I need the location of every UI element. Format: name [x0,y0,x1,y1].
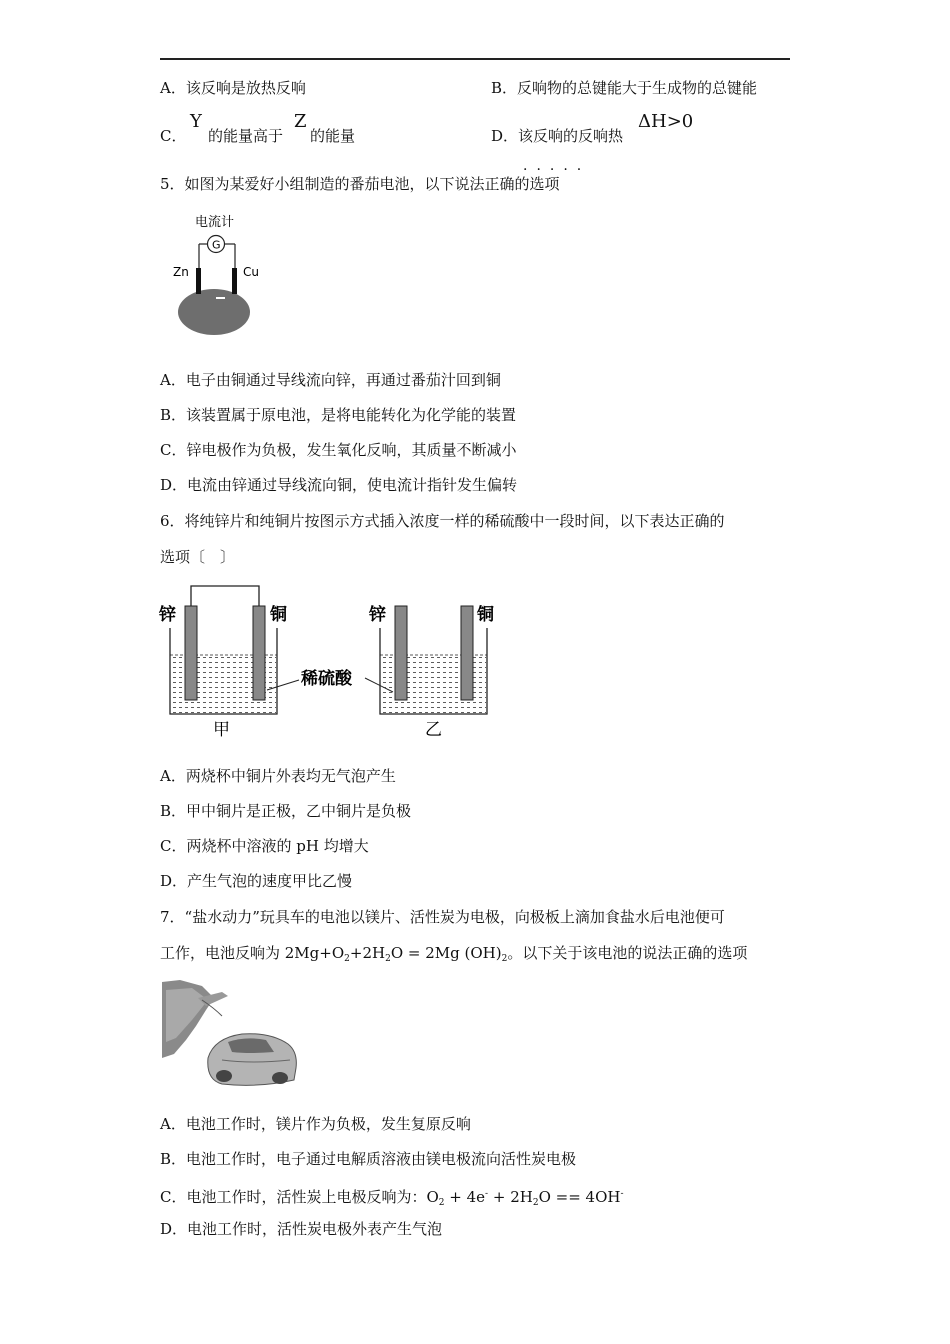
tomato-shape [178,289,250,335]
q6-stem-line1: 6．将纯锌片和纯铜片按图示方式插入浓度一样的稀硫酸中一段时间，以下表达正确的 [160,512,725,530]
q4-c-z: Z [294,111,307,132]
q6-stem-line2: 选项〔 〕 [160,548,236,566]
q7-option-d[interactable]: D．电池工作时，活性炭电极外表产生气泡 [160,1220,443,1238]
q4-c-mid: 的能量高于 [208,127,284,145]
toy-car-photo [162,980,302,1090]
beaker-figure [155,580,505,740]
q4-option-d[interactable]: D．该反响的反响热 [491,127,624,145]
q5-option-b[interactable]: B．该装置属于原电池，是将电能转化为化学能的装置 [160,406,517,424]
q6-option-b[interactable]: B．甲中铜片是正极，乙中铜片是负极 [160,802,412,820]
q6-fig-yi: 乙 [425,720,442,740]
q5-option-c[interactable]: C．锌电极作为负极，发生氧化反响，其质量不断减小 [160,441,517,459]
q4-c-end: 的能量 [310,127,356,145]
q6-option-c[interactable]: C．两烧杯中溶液的 pH 均增大 [160,837,369,855]
zinc-plate-jia [185,606,197,700]
q4-option-a[interactable]: A．该反响是放热反响 [160,79,306,97]
q5-stem: 5．如图为某爱好小组制造的番茄电池，以下说法正确的选项 [160,175,560,193]
copper-plate-jia [253,606,265,700]
q5-option-a[interactable]: A．电子由铜通过导线流向锌，再通过番茄汁回到铜 [160,371,501,389]
q6-fig-zn-yi: 锌 [369,605,386,625]
connecting-wire [191,586,259,606]
copper-plate-yi [461,606,473,700]
q4-option-b[interactable]: B．反响物的总键能大于生成物的总键能 [491,79,758,97]
q5-fig-meter-label: 电流计 [195,215,235,230]
q7-option-b[interactable]: B．电池工作时，电子通过电解质溶液由镁电极流向活性炭电极 [160,1150,577,1168]
q4-option-c[interactable]: C． [160,127,187,145]
q7-option-c[interactable]: C．电池工作时，活性炭上电极反响为：$O_2 + 4e^- + 2H_2O == 4OH^-$ [160,1188,624,1208]
q6-fig-cu-yi: 铜 [477,605,494,625]
header-rule [160,58,790,60]
copper-electrode [232,268,237,294]
q6-fig-cu-jia: 铜 [270,605,287,625]
q6-option-a[interactable]: A．两烧杯中铜片外表均无气泡产生 [160,767,396,785]
q5-emphasis-dots: ····· [523,162,591,178]
zinc-plate-yi [395,606,407,700]
q4-c-y: Y [190,111,202,132]
q6-option-d[interactable]: D．产生气泡的速度甲比乙慢 [160,872,353,890]
q6-fig-jia: 甲 [213,720,230,740]
q5-option-d[interactable]: D．电流由锌通过导线流向铜，使电流计指针发生偏转 [160,476,518,494]
zinc-electrode [196,268,201,294]
q7-stem-line2: 工作，电池反响为 $2Mg+O_2+2H_2O = 2Mg$ $(OH)_2$。以下关于该电池的说法正确的选项 [160,944,748,964]
q5-fig-g: G [212,238,221,252]
q6-fig-acid: 稀硫酸 [301,669,352,689]
q4-d-expr: ΔH>0 [638,111,694,132]
tomato-battery-figure [170,210,270,340]
q6-fig-zn-jia: 锌 [159,605,176,625]
q5-fig-cu: Cu [243,265,259,279]
q7-option-a[interactable]: A．电池工作时，镁片作为负极，发生复原反响 [160,1115,471,1133]
q5-fig-zn: Zn [173,265,189,279]
q7-stem-line1: 7．“盐水动力”玩具车的电池以镁片、活性炭为电极，向极板上滴加食盐水后电池便可 [160,908,725,926]
car-icon [208,1034,297,1086]
